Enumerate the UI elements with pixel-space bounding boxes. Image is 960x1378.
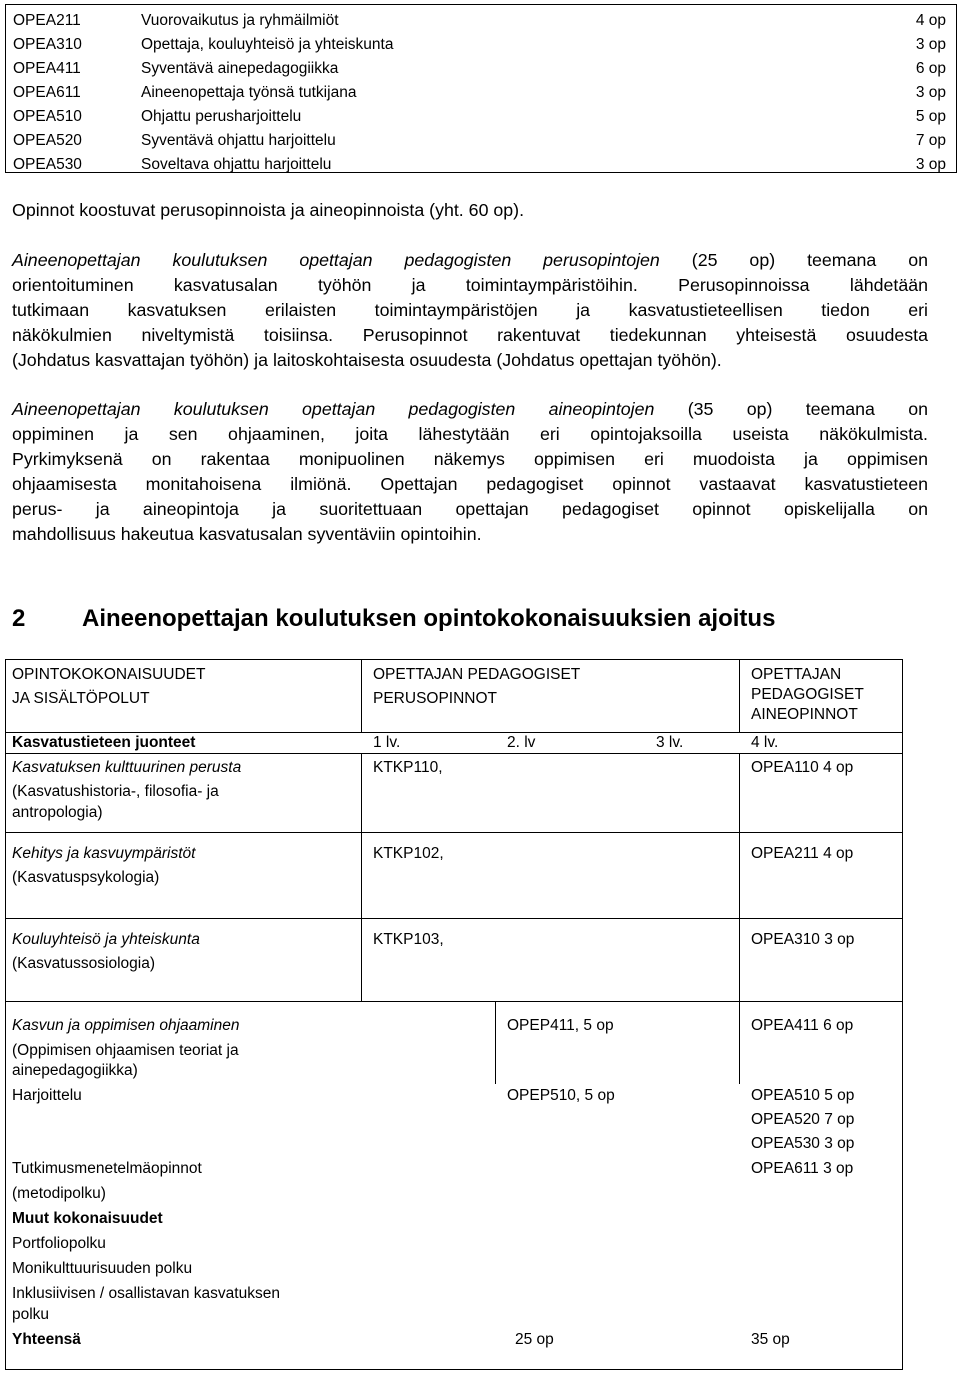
paragraph-line: Pyrkimyksenä on rakentaa monipuolinen näkemys oppimisen eri muodoista ja oppimisen <box>12 449 928 469</box>
table-rule <box>6 918 902 919</box>
course-name: Ohjattu perusharjoittelu <box>141 108 302 125</box>
list-item: Monikulttuurisuuden polku <box>12 1260 193 1277</box>
header-col1: JA SISÄLTÖPOLUT <box>12 690 150 707</box>
list-item: polku <box>12 1306 50 1323</box>
course-code: OPEA510 5 op <box>751 1087 855 1104</box>
row-subtitle: (Kasvatushistoria-, filosofia- ja <box>12 783 219 800</box>
table-rule <box>361 753 362 1001</box>
table-rule <box>6 753 902 754</box>
paragraph-line <box>12 248 928 272</box>
course-credits: 3 op <box>915 156 946 173</box>
row-title: Kasvun ja oppimisen ohjaaminen <box>12 1017 240 1034</box>
course-code: KTKP110, <box>373 759 443 776</box>
course-row <box>6 9 956 33</box>
course-code: OPEA411 <box>13 60 81 77</box>
course-code: OPEA411 6 op <box>751 1017 854 1034</box>
section-label: Muut kokonaisuudet <box>12 1210 163 1227</box>
header-col3: OPETTAJAN <box>751 666 842 683</box>
paragraph-line <box>12 397 928 421</box>
year-label: 1 lv. <box>373 734 401 751</box>
header-col1: OPINTOKOKONAISUUDET <box>12 666 206 683</box>
paragraph-line: tutkimaan kasvatuksen erilaisten toimintaympäristöjen ja kasvatustieteellisen tiedon eri <box>12 300 928 320</box>
total-value: 35 op <box>751 1331 790 1348</box>
course-code: OPEA211 <box>13 12 81 29</box>
course-credits: 3 op <box>915 84 946 101</box>
paragraph-line: näkökulmien niveltymistä toisiinsa. Perusopinnot rakentuvat tiedekunnan yhteisestä osuudesta <box>12 325 928 345</box>
section-label: Kasvatustieteen juonteet <box>12 734 196 751</box>
year-label: 4 lv. <box>751 734 779 751</box>
list-item: Portfoliopolku <box>12 1235 106 1252</box>
course-code: OPEA310 3 op <box>751 931 855 948</box>
heading-title: Aineenopettajan koulutuksen opintokokonaisuuksien ajoitus <box>82 605 776 632</box>
row-subtitle: ainepedagogiikka) <box>12 1062 138 1079</box>
paragraph-line: oppiminen ja sen ohjaaminen, joita lähestytään eri opintojaksoilla useista näkökulmista. <box>12 424 928 444</box>
table-rule <box>739 753 740 1001</box>
row-subtitle: antropologia) <box>12 804 103 821</box>
course-code: OPEA520 7 op <box>751 1111 855 1128</box>
header-col3: PEDAGOGISET <box>751 686 864 703</box>
year-label: 3 lv. <box>656 734 684 751</box>
course-code: OPEA310 <box>13 36 82 53</box>
paragraph-line: (Johdatus kasvattajan työhön) ja laitoskohtaisesta osuudesta (Johdatus opettajan työhön). <box>12 350 722 370</box>
table-rule <box>6 1001 902 1002</box>
heading-number: 2 <box>12 605 26 632</box>
course-credits: 5 op <box>915 108 946 125</box>
course-code: KTKP102, <box>373 845 444 862</box>
list-item: Inklusiivisen / osallistavan kasvatuksen <box>12 1285 280 1302</box>
course-name: Soveltava ohjattu harjoittelu <box>141 156 332 173</box>
course-credits: 6 op <box>915 60 946 77</box>
row-title: Kehitys ja kasvuympäristöt <box>12 845 196 862</box>
course-code: OPEP510, 5 op <box>507 1087 615 1104</box>
paragraph-line: orientoituminen kasvatusalan työhön ja toimintaympäristöihin. Perusopinnoissa lähdetään <box>12 275 928 295</box>
course-credits: 3 op <box>915 36 946 53</box>
course-name: Opettaja, kouluyhteisö ja yhteiskunta <box>141 36 394 53</box>
course-code: OPEA530 3 op <box>751 1135 855 1152</box>
row-title: Kouluyhteisö ja yhteiskunta <box>12 931 200 948</box>
course-name: Vuorovaikutus ja ryhmäilmiöt <box>141 12 339 29</box>
total-value: 25 op <box>515 1331 554 1348</box>
course-credits: 7 op <box>915 132 946 149</box>
table-rule <box>739 660 740 732</box>
row-title: Tutkimusmenetelmäopinnot <box>12 1160 202 1177</box>
course-code: OPEA611 <box>13 84 81 101</box>
table-rule <box>6 832 902 833</box>
course-code: OPEP411, 5 op <box>507 1017 614 1034</box>
schedule-table <box>5 659 903 1370</box>
header-col3: AINEOPINNOT <box>751 706 858 723</box>
table-rule <box>739 1001 740 1084</box>
row-subtitle: (Kasvatussosiologia) <box>12 955 156 972</box>
course-name: Aineenopettaja työnsä tutkijana <box>141 84 357 101</box>
course-row <box>6 105 956 129</box>
paragraph-line: ohjaamisesta monitahoisena ilmiönä. Opettajan pedagogiset opinnot vastaavat kasvatustieteen <box>12 474 928 494</box>
total-label: Yhteensä <box>12 1331 81 1348</box>
intro-text: Opinnot koostuvat perusopinnoista ja aineopinnoista (yht. 60 op). <box>12 200 525 220</box>
course-table <box>5 4 957 173</box>
row-subtitle: (Kasvatuspsykologia) <box>12 869 160 886</box>
course-row <box>6 81 956 105</box>
table-rule <box>495 1001 496 1084</box>
course-credits: 4 op <box>915 12 946 29</box>
paragraph-line: perus- ja aineopintoja ja suoritettuaan opettajan pedagogiset opinnot opiskelijalla on <box>12 499 928 519</box>
course-code: OPEA530 <box>13 156 82 173</box>
course-code: OPEA110 4 op <box>751 759 854 776</box>
year-label: 2. lv <box>507 734 536 751</box>
course-code: OPEA211 4 op <box>751 845 854 862</box>
course-code: OPEA510 <box>13 108 82 125</box>
course-row <box>6 33 956 57</box>
table-rule <box>361 660 362 732</box>
row-title: Kasvatuksen kulttuurinen perusta <box>12 759 242 776</box>
course-code: OPEA611 3 op <box>751 1160 854 1177</box>
row-subtitle: (metodipolku) <box>12 1185 106 1202</box>
paragraph-line: mahdollisuus hakeutua kasvatusalan syventäviin opintoihin. <box>12 524 482 544</box>
row-title: Harjoittelu <box>12 1087 82 1104</box>
header-col2: OPETTAJAN PEDAGOGISET <box>373 666 581 683</box>
course-row <box>6 129 956 153</box>
course-row <box>6 57 956 81</box>
header-col2: PERUSOPINNOT <box>373 690 498 707</box>
text-span: (35 op) teemana on <box>654 399 929 419</box>
section-heading <box>12 603 775 635</box>
course-name: Syventävä ainepedagogiikka <box>141 60 339 77</box>
italic-term: Aineenopettajan koulutuksen opettajan pedagogisten aineopintojen <box>12 399 655 419</box>
course-name: Syventävä ohjattu harjoittelu <box>141 132 336 149</box>
italic-term: Aineenopettajan koulutuksen opettajan pedagogisten perusopintojen <box>12 250 660 270</box>
course-row <box>6 153 956 177</box>
course-code: OPEA520 <box>13 132 82 149</box>
row-subtitle: (Oppimisen ohjaamisen teoriat ja <box>12 1042 239 1059</box>
text-span: (25 op) teemana on <box>659 250 928 270</box>
course-code: KTKP103, <box>373 931 444 948</box>
